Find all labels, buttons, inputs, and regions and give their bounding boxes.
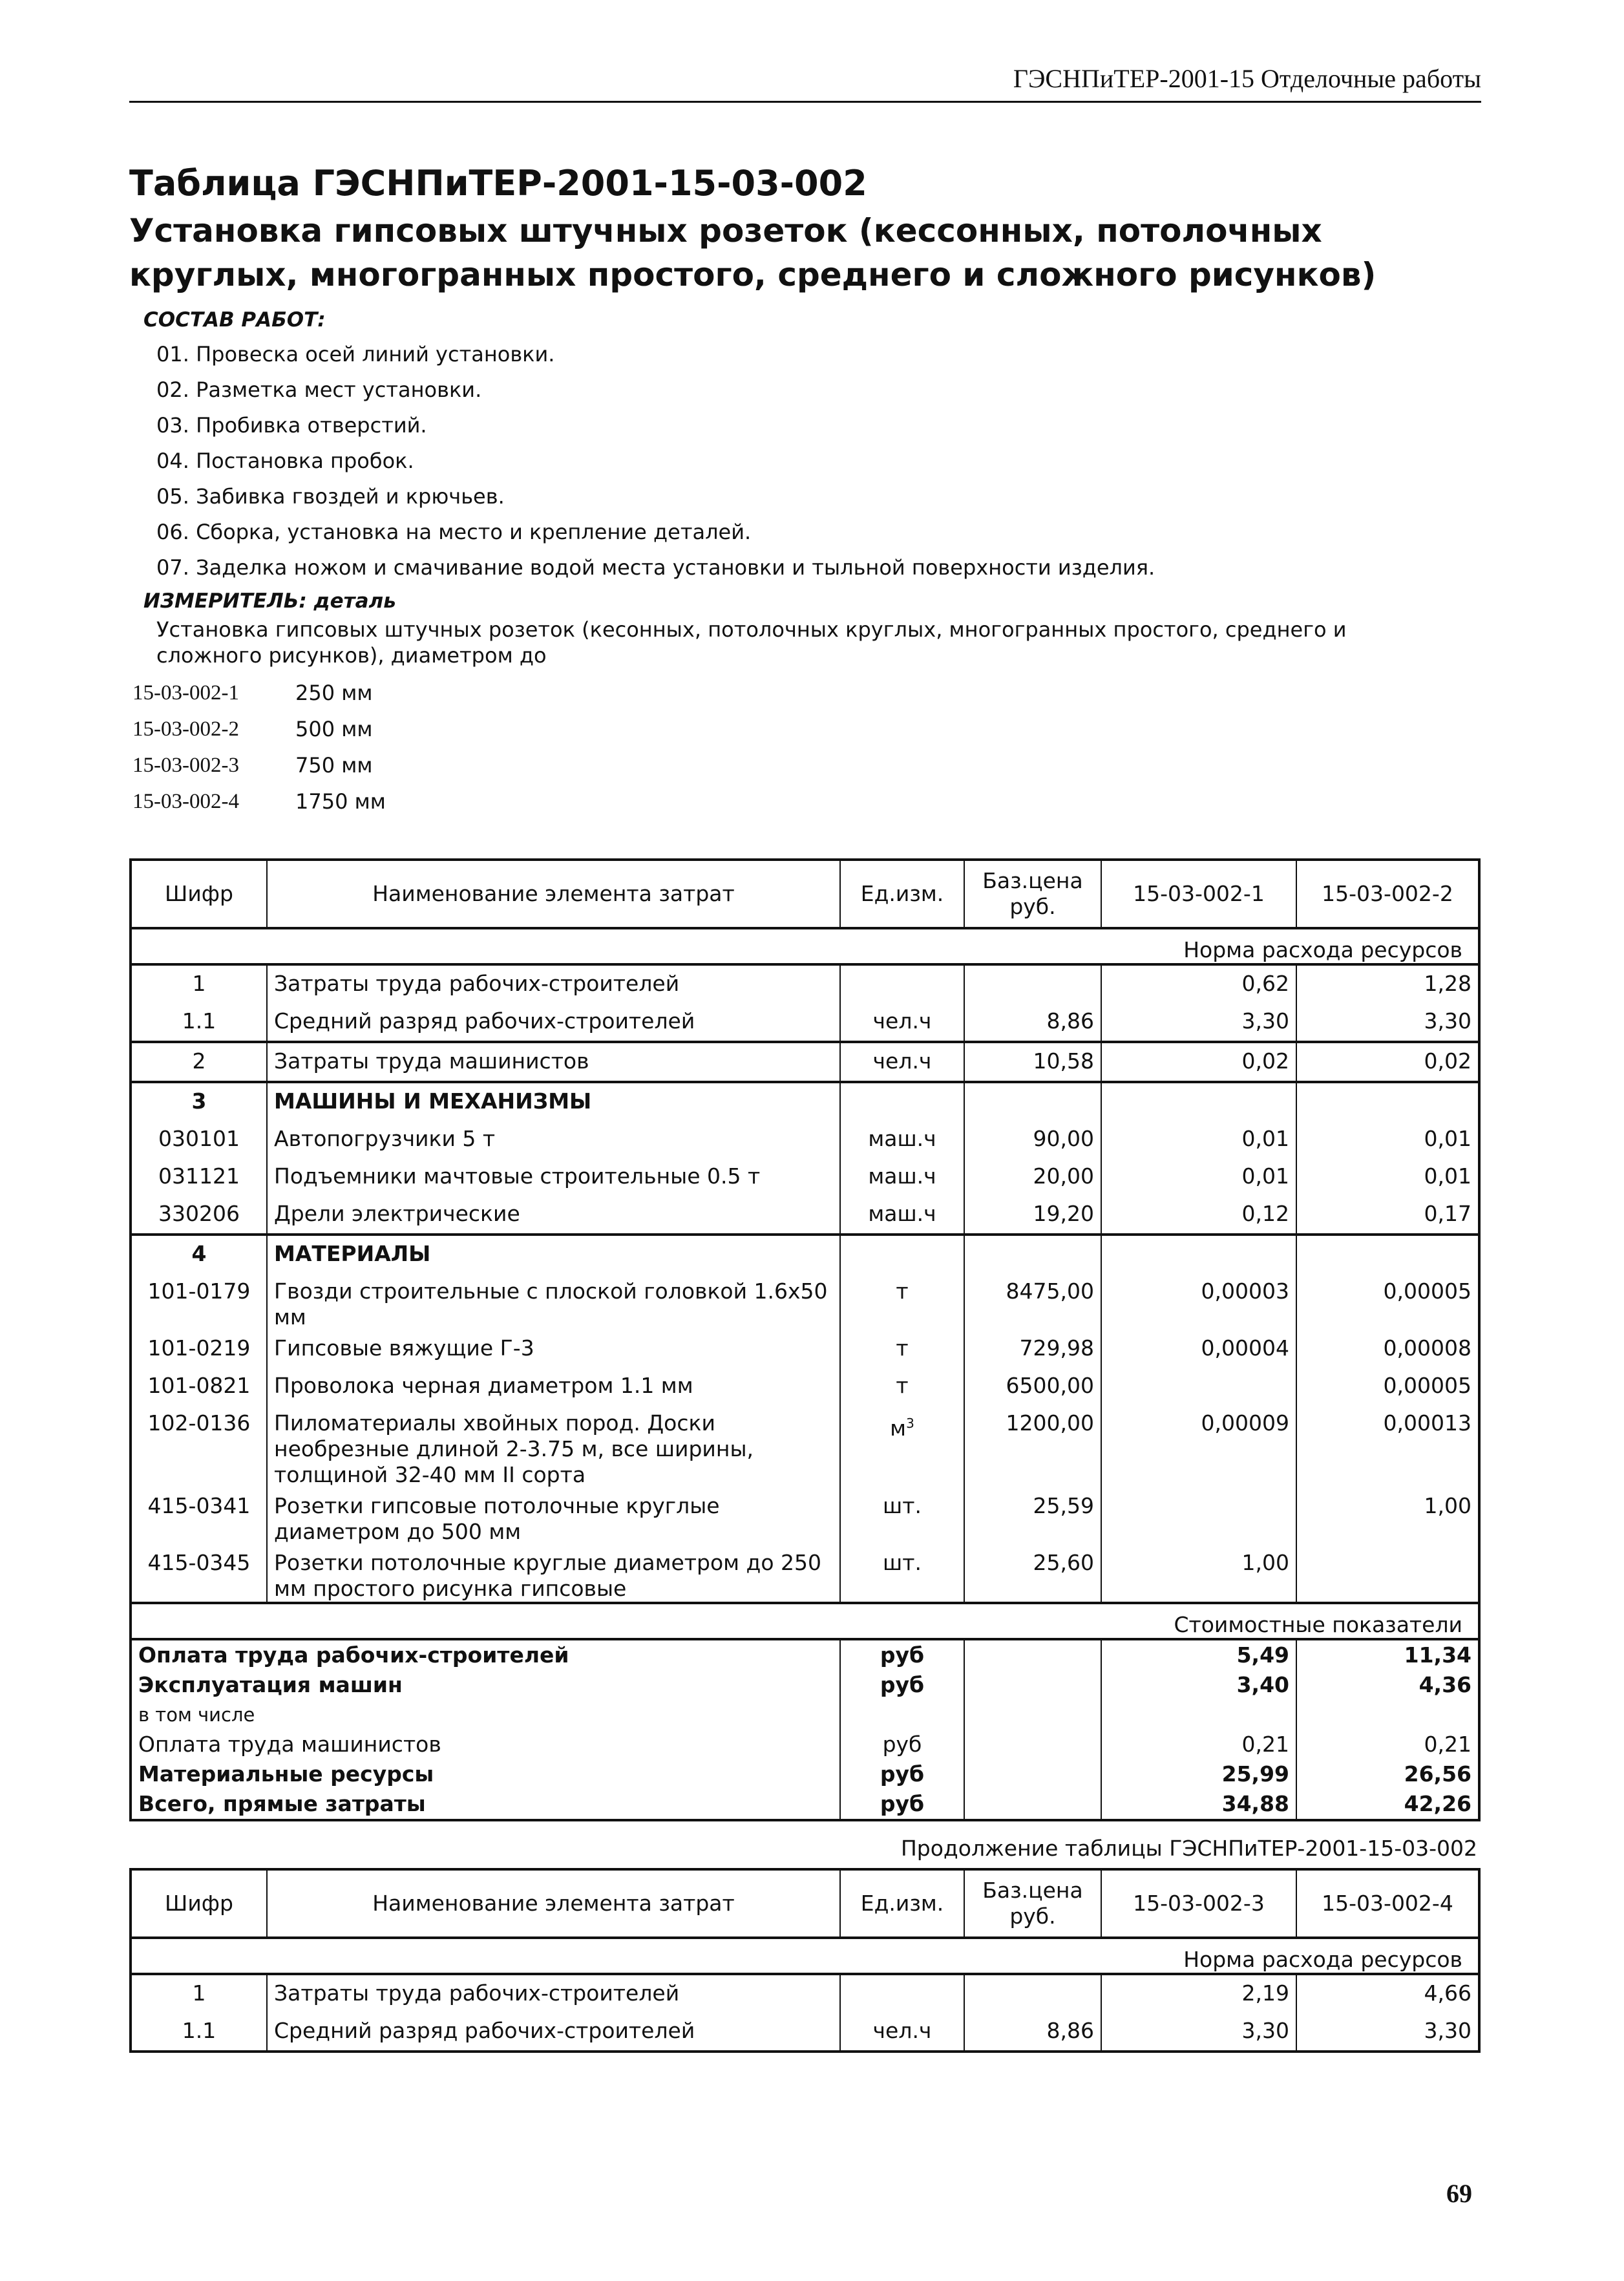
operation-item: 05. Забивка гвоздей и крючьев.: [156, 484, 505, 509]
table-row: [131, 1158, 1479, 1196]
price-cell: [964, 1670, 1101, 1700]
column-header: Шифр: [131, 1869, 267, 1938]
name-cell: Затраты труда рабочих-строителей: [267, 1974, 840, 2013]
column-header: Наименование элемента затрат: [267, 860, 840, 928]
value-cell: [1296, 1700, 1479, 1730]
variant-item: [132, 747, 1481, 783]
table-row: [131, 1196, 1479, 1235]
running-head: ГЭСНПиТЕР-2001-15 Отделочные работы: [1013, 64, 1481, 93]
value-cell: 0,01: [1101, 1121, 1296, 1158]
unit-cell: [840, 1082, 964, 1121]
price-cell: 8,86: [964, 1003, 1101, 1042]
value-cell: 0,01: [1101, 1158, 1296, 1196]
column-header: 15-03-002-4: [1296, 1869, 1479, 1938]
section-norm-label: Норма расхода ресурсов: [131, 1938, 1479, 1974]
column-header: Шифр: [131, 860, 267, 928]
value-cell: 0,00005: [1296, 1273, 1479, 1330]
cost-row: [131, 1670, 1479, 1700]
price-cell: 1200,00: [964, 1405, 1101, 1488]
header-rule: [129, 101, 1481, 103]
price-cell: 10,58: [964, 1042, 1101, 1082]
column-header: Баз.цена руб.: [964, 860, 1101, 928]
page-content: [129, 62, 1481, 2053]
name-cell: Дрели электрические: [267, 1196, 840, 1235]
value-cell: 1,00: [1296, 1488, 1479, 1545]
value-cell: 3,30: [1296, 2013, 1479, 2052]
value-cell: 0,00005: [1296, 1368, 1479, 1405]
cost-row: [131, 1700, 1479, 1730]
unit-cell: маш.ч: [840, 1158, 964, 1196]
code-cell: 101-0821: [131, 1368, 267, 1405]
unit-cell: т: [840, 1273, 964, 1330]
price-cell: [964, 1082, 1101, 1121]
table-row: [131, 1235, 1479, 1273]
norms-table-continued: [129, 1868, 1481, 2053]
variant-code: 15-03-002-4: [132, 790, 239, 813]
value-cell: 0,00003: [1101, 1273, 1296, 1330]
unit-cell: руб: [840, 1670, 964, 1700]
price-cell: [964, 1730, 1101, 1759]
table-row: [131, 1368, 1479, 1405]
code-cell: 102-0136: [131, 1405, 267, 1488]
variant-code: 15-03-002-2: [132, 717, 239, 741]
operation-item: 04. Постановка пробок.: [156, 449, 414, 473]
value-cell: [1101, 1700, 1296, 1730]
price-cell: 6500,00: [964, 1368, 1101, 1405]
value-cell: [1101, 1368, 1296, 1405]
value-cell: [1101, 1082, 1296, 1121]
value-cell: 0,01: [1296, 1158, 1479, 1196]
price-cell: [964, 1235, 1101, 1273]
unit-cell: чел.ч: [840, 2013, 964, 2052]
price-cell: [964, 1700, 1101, 1730]
variant-diameter: 250 мм: [295, 681, 373, 705]
value-cell: [1296, 1545, 1479, 1603]
operation-item: 06. Сборка, установка на место и крепление деталей.: [156, 520, 752, 544]
section-cost-label: Стоимостные показатели: [131, 1603, 1479, 1639]
section-row: [131, 928, 1479, 964]
value-cell: 42,26: [1296, 1789, 1479, 1820]
operation-item: 07. Заделка ножом и смачивание водой места установки и тыльной поверхности изделия.: [156, 555, 1155, 580]
value-cell: 1,00: [1101, 1545, 1296, 1603]
unit-cell: шт.: [840, 1545, 964, 1603]
unit-cell: $м^3$: [840, 1405, 964, 1488]
unit-cell: т: [840, 1330, 964, 1368]
table-row: [131, 1121, 1479, 1158]
code-cell: 4: [131, 1235, 267, 1273]
cost-name: Эксплуатация машин: [138, 1672, 403, 1697]
code-cell: 415-0345: [131, 1545, 267, 1603]
table-row: [131, 1003, 1479, 1042]
price-cell: [964, 1974, 1101, 2013]
unit-cell: [840, 1235, 964, 1273]
name-cell: Средний разряд рабочих-строителей: [267, 2013, 840, 2052]
price-cell: [964, 964, 1101, 1003]
work-composition: [143, 306, 1481, 668]
unit-cell: [840, 1700, 964, 1730]
operation-item: 02. Разметка мест установки.: [156, 377, 482, 402]
column-header: Ед.изм.: [840, 1869, 964, 1938]
section-row: [131, 1938, 1479, 1974]
variant-item: [132, 783, 1481, 820]
table-row: [131, 1042, 1479, 1082]
value-cell: 4,66: [1296, 1974, 1479, 2013]
name-cell: Гвозди строительные с плоской головкой 1.6х50 мм: [267, 1273, 840, 1330]
value-cell: [1296, 1235, 1479, 1273]
cost-row: [131, 1759, 1479, 1789]
value-cell: [1101, 1488, 1296, 1545]
unit-cell: чел.ч: [840, 1003, 964, 1042]
value-cell: 4,36: [1296, 1670, 1479, 1700]
unit-cell: маш.ч: [840, 1121, 964, 1158]
value-cell: 0,17: [1296, 1196, 1479, 1235]
cost-row: [131, 1730, 1479, 1759]
name-cell: Розетки потолочные круглые диаметром до 250 мм простого рисунка гипсовые: [267, 1545, 840, 1603]
unit-cell: руб: [840, 1730, 964, 1759]
value-cell: 5,49: [1101, 1639, 1296, 1670]
value-cell: 0,02: [1101, 1042, 1296, 1082]
price-cell: 8,86: [964, 2013, 1101, 2052]
value-cell: [1296, 1082, 1479, 1121]
unit-cell: [840, 1974, 964, 2013]
price-cell: [964, 1789, 1101, 1820]
unit-cell: шт.: [840, 1488, 964, 1545]
code-cell: 101-0179: [131, 1273, 267, 1330]
cost-row: [131, 1639, 1479, 1670]
value-cell: 0,00008: [1296, 1330, 1479, 1368]
table-header-row: [131, 1869, 1479, 1938]
norms-table: [129, 858, 1481, 1821]
variant-code: 15-03-002-1: [132, 681, 239, 705]
value-cell: 3,30: [1101, 2013, 1296, 2052]
value-cell: 3,30: [1101, 1003, 1296, 1042]
value-cell: 0,12: [1101, 1196, 1296, 1235]
table-row: [131, 1488, 1479, 1545]
value-cell: 3,30: [1296, 1003, 1479, 1042]
table-row: [131, 2013, 1479, 2052]
unit-cell: чел.ч: [840, 1042, 964, 1082]
code-cell: 415-0341: [131, 1488, 267, 1545]
column-header: Ед.изм.: [840, 860, 964, 928]
value-cell: [1101, 1235, 1296, 1273]
variant-diameter: 1750 мм: [295, 789, 386, 814]
name-cell: Затраты труда рабочих-строителей: [267, 964, 840, 1003]
variants-list: [132, 675, 1481, 820]
column-header: 15-03-002-1: [1101, 860, 1296, 928]
price-cell: 25,59: [964, 1488, 1101, 1545]
name-cell: Гипсовые вяжущие Г-3: [267, 1330, 840, 1368]
name-cell: Средний разряд рабочих-строителей: [267, 1003, 840, 1042]
unit-superscript: 3: [906, 1416, 914, 1431]
cost-name: в том числе: [138, 1704, 255, 1726]
price-cell: [964, 1639, 1101, 1670]
composition-label: СОСТАВ РАБОТ:: [143, 308, 326, 332]
column-header: Баз.цена руб.: [964, 1869, 1101, 1938]
variant-item: [132, 675, 1481, 711]
cost-name: Оплата труда рабочих-строителей: [138, 1642, 569, 1668]
unit-cell: руб: [840, 1789, 964, 1820]
variant-diameter: 500 мм: [295, 717, 373, 741]
table-title: Таблица ГЭСНПиТЕР-2001-15-03-002: [129, 163, 867, 204]
variant-diameter: 750 мм: [295, 753, 373, 778]
unit-cell: руб: [840, 1639, 964, 1670]
value-cell: 0,00009: [1101, 1405, 1296, 1488]
table-subtitle: Установка гипсовых штучных розеток (кессонных, потолочных круглых, многогранных простого, среднего и сложного рисунков): [129, 212, 1376, 293]
code-cell: 1.1: [131, 2013, 267, 2052]
unit-cell: руб: [840, 1759, 964, 1789]
value-cell: 0,21: [1101, 1730, 1296, 1759]
meter-label: ИЗМЕРИТЕЛЬ: деталь: [143, 589, 396, 613]
cost-name: Оплата труда машинистов: [138, 1732, 441, 1757]
value-cell: 0,62: [1101, 964, 1296, 1003]
table-row: [131, 1273, 1479, 1330]
name-cell: МАШИНЫ И МЕХАНИЗМЫ: [267, 1082, 840, 1121]
cost-name: Всего, прямые затраты: [138, 1791, 426, 1816]
section-row: [131, 1603, 1479, 1639]
code-cell: 030101: [131, 1121, 267, 1158]
price-cell: 90,00: [964, 1121, 1101, 1158]
name-cell: Розетки гипсовые потолочные круглые диаметром до 500 мм: [267, 1488, 840, 1545]
column-header: Наименование элемента затрат: [267, 1869, 840, 1938]
name-cell: Затраты труда машинистов: [267, 1042, 840, 1082]
page-number: 69: [1446, 2179, 1472, 2208]
code-cell: 1: [131, 1974, 267, 2013]
code-cell: 2: [131, 1042, 267, 1082]
cost-row: [131, 1789, 1479, 1820]
code-cell: 330206: [131, 1196, 267, 1235]
price-cell: 25,60: [964, 1545, 1101, 1603]
table-row: [131, 1405, 1479, 1488]
value-cell: 1,28: [1296, 964, 1479, 1003]
value-cell: 26,56: [1296, 1759, 1479, 1789]
section-norm-label: Норма расхода ресурсов: [131, 928, 1479, 964]
code-cell: 101-0219: [131, 1330, 267, 1368]
price-cell: 729,98: [964, 1330, 1101, 1368]
code-cell: 3: [131, 1082, 267, 1121]
unit-cell: маш.ч: [840, 1196, 964, 1235]
table-header-row: [131, 860, 1479, 928]
operations-list: [143, 337, 1481, 586]
name-cell: Проволока черная диаметром 1.1 мм: [267, 1368, 840, 1405]
code-cell: 1: [131, 964, 267, 1003]
price-cell: 20,00: [964, 1158, 1101, 1196]
price-cell: [964, 1759, 1101, 1789]
variant-code: 15-03-002-3: [132, 754, 239, 777]
unit-cell: т: [840, 1368, 964, 1405]
continuation-caption: Продолжение таблицы ГЭСНПиТЕР-2001-15-03-002: [900, 1836, 1477, 1861]
table-row: [131, 1974, 1479, 2013]
variant-item: [132, 711, 1481, 747]
unit-cell: [840, 964, 964, 1003]
name-cell: МАТЕРИАЛЫ: [267, 1235, 840, 1273]
value-cell: 34,88: [1101, 1789, 1296, 1820]
price-cell: 19,20: [964, 1196, 1101, 1235]
value-cell: 0,00004: [1101, 1330, 1296, 1368]
cost-name: Материальные ресурсы: [138, 1761, 434, 1787]
name-cell: Пиломатериалы хвойных пород. Доски необрезные длиной 2-3.75 м, все ширины, толщиной 32-40 мм II сорта: [267, 1405, 840, 1488]
table-row: [131, 1330, 1479, 1368]
code-cell: 1.1: [131, 1003, 267, 1042]
value-cell: 11,34: [1296, 1639, 1479, 1670]
value-cell: 0,00013: [1296, 1405, 1479, 1488]
table-row: [131, 1545, 1479, 1603]
table-row: [131, 1082, 1479, 1121]
value-cell: 0,21: [1296, 1730, 1479, 1759]
meter-description: Установка гипсовых штучных розеток (кесонных, потолочных круглых, многогранных простого, среднего и сложного рисунков), диаметром до: [156, 617, 1347, 668]
value-cell: 25,99: [1101, 1759, 1296, 1789]
value-cell: 0,02: [1296, 1042, 1479, 1082]
name-cell: Автопогрузчики 5 т: [267, 1121, 840, 1158]
price-cell: 8475,00: [964, 1273, 1101, 1330]
value-cell: 0,01: [1296, 1121, 1479, 1158]
operation-item: 01. Провеска осей линий установки.: [156, 342, 555, 366]
table-row: [131, 964, 1479, 1003]
value-cell: 3,40: [1101, 1670, 1296, 1700]
code-cell: 031121: [131, 1158, 267, 1196]
column-header: 15-03-002-2: [1296, 860, 1479, 928]
name-cell: Подъемники мачтовые строительные 0.5 т: [267, 1158, 840, 1196]
value-cell: 2,19: [1101, 1974, 1296, 2013]
column-header: 15-03-002-3: [1101, 1869, 1296, 1938]
operation-item: 03. Пробивка отверстий.: [156, 413, 427, 438]
